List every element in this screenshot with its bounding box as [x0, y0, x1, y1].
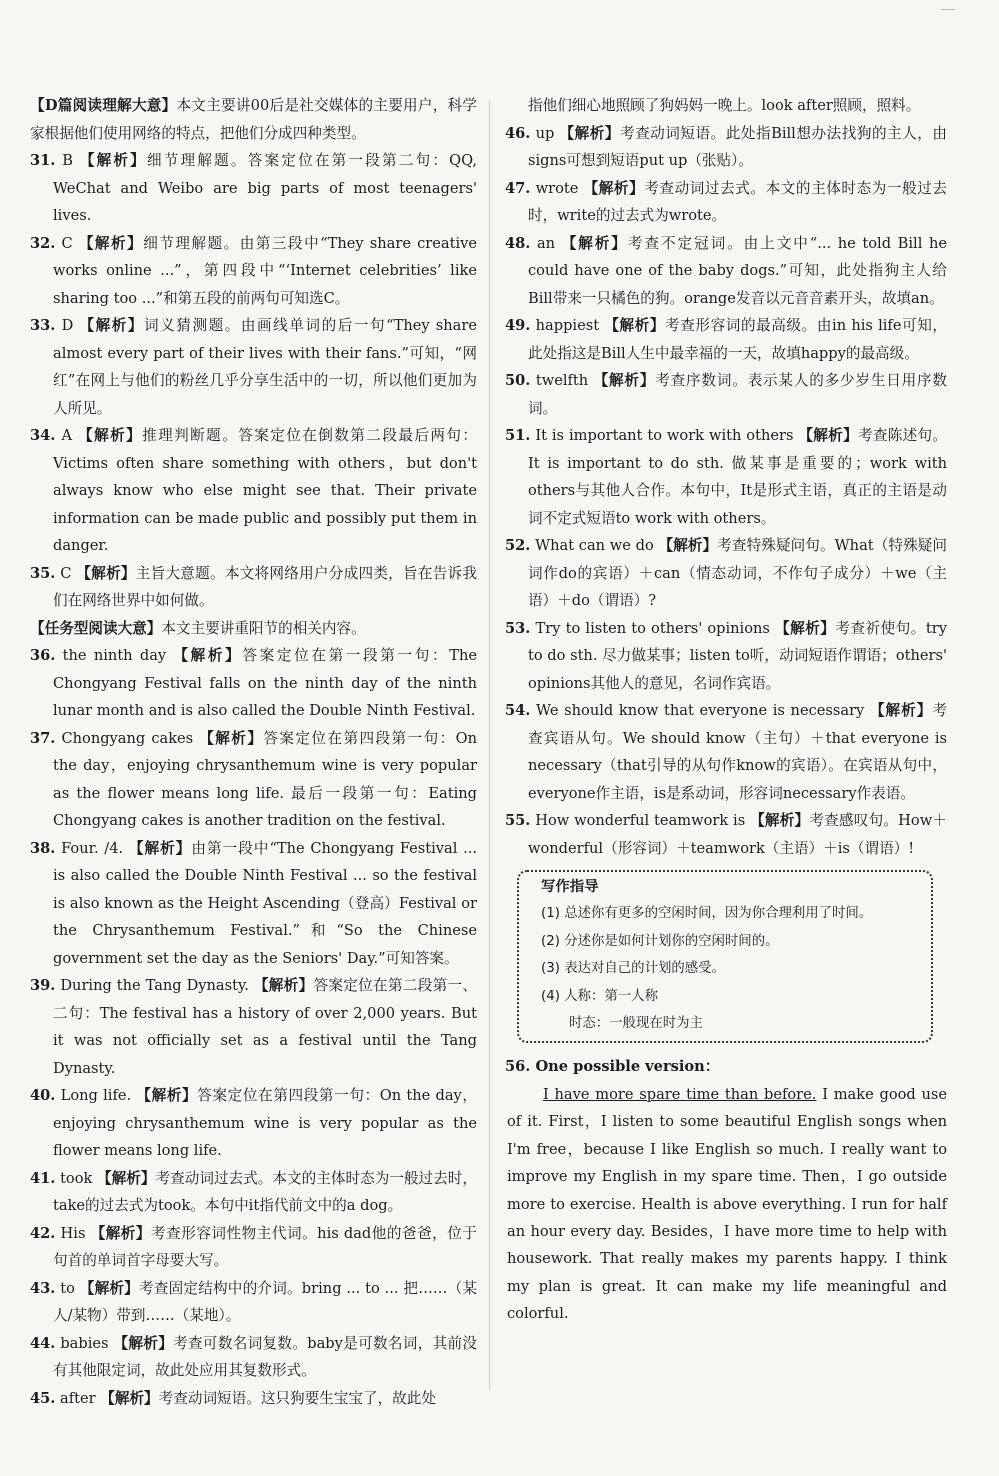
analysis-text: 考查动词过去式。本文的主体时态为一般过去时，write的过去式为wrote。	[528, 179, 947, 224]
analysis-tag: 【解析】	[113, 1334, 174, 1352]
question-number: 40.	[30, 1087, 56, 1104]
analysis-text: 词义猜测题。由画线单词的后一句“They share almost every part of their lives with their fans.”可知，“网红”在网上与他们的粉丝几乎分享生活中的一切，所以他们更加为人所见。	[53, 317, 477, 417]
analysis-text: 考查动词短语。此处指Bill想办法找狗的主人，由signs可想到短语put up（张贴）。	[528, 124, 948, 169]
analysis-text: 考查形容词性物主代词。his dad他的爸爸，位于句首的单词首字母要大写。	[53, 1224, 477, 1269]
answer-item	[505, 312, 947, 367]
answer-list-right	[505, 120, 947, 863]
analysis-tag: 【解析】	[173, 647, 243, 664]
analysis-tag: 【解析】	[583, 179, 645, 197]
answer-item	[30, 560, 477, 615]
answer-item	[30, 1082, 477, 1165]
section-label: 【D篇阅读理解大意】	[30, 97, 177, 114]
question-number: 41.	[30, 1169, 56, 1187]
answer-text: wrote	[535, 179, 579, 197]
analysis-text: 考查动词过去式。本文的主体时态为一般过去时，take的过去式为took。本句中it指代前文中的a dog。	[53, 1169, 477, 1214]
section-text: 本文主要讲00后是社交媒体的主要用户，科学家根据他们使用网络的特点，把他们分成四种类型。	[30, 97, 477, 142]
analysis-tag: 【解析】	[79, 1279, 139, 1297]
answer-text: His	[60, 1224, 86, 1242]
answer-text: It is important to work with others	[535, 427, 794, 444]
analysis-text: 考查动词短语。这只狗要生宝宝了，故此处	[158, 1389, 436, 1407]
answer-text: C	[61, 234, 73, 252]
analysis-text: 考查感叹句。How＋wonderful（形容词）＋teamwork（主语）＋is（谓语）!	[528, 812, 947, 857]
analysis-tag: 【解析】	[199, 729, 264, 747]
question-number: 54.	[505, 702, 531, 719]
answer-item	[30, 1330, 477, 1385]
answer-list-b	[30, 642, 477, 1412]
analysis-tag: 【解析】	[100, 1389, 159, 1407]
analysis-tag: 【解析】	[750, 812, 810, 829]
question-number: 55.	[505, 812, 531, 829]
analysis-text: 答案定位在第一段第一句：The Chongyang Festival falls on the ninth day of the ninth lunar month and is also called the Double Ninth Festival.	[53, 647, 477, 719]
analysis-tag: 【解析】	[128, 839, 192, 857]
answer-item	[505, 175, 947, 230]
section-label: 【任务型阅读大意】	[30, 619, 162, 637]
writing-guide-title: 写作指导	[541, 879, 599, 895]
left-column	[30, 92, 477, 1412]
analysis-tag: 【解析】	[559, 124, 620, 142]
analysis-text: 推理判断题。答案定位在倒数第二段最后两句：Victims often share something with others，but don't always know who else might see that. Their private information can be made public and possibly put them in danger.	[53, 427, 477, 554]
question-number: 36.	[30, 647, 56, 664]
analysis-text: 由第一段中“The Chongyang Festival ... is also called the Double Ninth Festival ... so the festival is also known as the Height Ascending（登高）Festival or the Chrysanthemum Festival.”和“So the Chinese government set the day as the Seniors' Day.”可知答案。	[53, 839, 478, 967]
answer-item	[30, 725, 477, 835]
analysis-text: 考查固定结构中的介词。bring ... to ... 把……（某人/某物）带到……（某地）。	[53, 1279, 478, 1324]
answer-item	[505, 697, 947, 807]
question-number: 50.	[505, 372, 531, 389]
analysis-text: 答案定位在第四段第一句：On the day，enjoying chrysanthemum wine is very popular as the flower means long life.	[53, 1087, 478, 1159]
answer-text: the ninth day	[62, 647, 167, 664]
question-number: 38.	[30, 839, 56, 857]
answer-item	[30, 642, 477, 725]
answer-item	[505, 120, 947, 175]
analysis-text: 答案定位在第二段第一、二句：The festival has a history of over 2,000 years. But it was not officially set as a festival until the Tang Dynasty.	[53, 977, 478, 1077]
answer-item	[30, 1385, 477, 1413]
answer-item	[30, 147, 477, 230]
writing-guide-item: (2) 分述你是如何计划你的空闲时间的。	[541, 933, 779, 949]
answer-text: We should know that everyone is necessary	[536, 702, 865, 719]
answer-text: twelfth	[535, 372, 589, 389]
page-corner-mark	[941, 9, 955, 10]
analysis-tag: 【解析】	[593, 372, 656, 389]
answer-text: up	[535, 124, 555, 142]
answer-item	[505, 230, 947, 313]
question-number: 34.	[30, 427, 56, 444]
question-number: 53.	[505, 619, 531, 637]
question-number: 46.	[505, 124, 531, 142]
analysis-text: 主旨大意题。本文将网络用户分成四类，旨在告诉我们在网络世界中如何做。	[53, 564, 477, 609]
question-number: 44.	[30, 1334, 56, 1352]
analysis-text: 考查特殊疑问句。What（特殊疑问词作do的宾语）＋can（情态动词，不作句子成分）＋we（主语）＋do（谓语）?	[528, 537, 948, 609]
analysis-tag: 【解析】	[79, 152, 147, 169]
section-d-summary	[30, 92, 477, 147]
answer-item	[30, 1220, 477, 1275]
answer-text: after	[60, 1389, 96, 1407]
essay-topic-sentence: I have more spare time than before.	[543, 1086, 817, 1103]
writing-guide-list	[541, 900, 913, 1010]
analysis-text: 考查不定冠词。由上文中“... he told Bill he could have one of the baby dogs.”可知，此处指狗主人给Bill带来一只橘色的狗。orange发音以元音音素开头，故填an。	[528, 234, 947, 307]
answer-text: How wonderful teamwork is	[535, 812, 746, 829]
answer-item	[505, 615, 947, 698]
answer-item	[505, 807, 947, 862]
question-number: 33.	[30, 317, 56, 334]
answer-text: Long life.	[60, 1087, 132, 1104]
question-number: 39.	[30, 977, 56, 994]
right-column	[505, 92, 947, 1328]
model-essay	[505, 1081, 947, 1328]
question-number: 47.	[505, 179, 531, 197]
writing-guide-box	[517, 870, 933, 1043]
answer-text: an	[536, 234, 556, 252]
analysis-text: 考查宾语从句。We should know（主句）＋that everyone is necessary（that引导的从句作know的宾语）。在宾语从句中，everyone作主语，is是系动词，形容词necessary作表语。	[528, 702, 947, 802]
question-number: 45.	[30, 1389, 56, 1407]
analysis-tag: 【解析】	[775, 619, 836, 637]
analysis-tag: 【解析】	[869, 702, 933, 719]
writing-guide-item: (1) 总述你有更多的空闲时间，因为你合理利用了时间。	[541, 906, 873, 921]
answer-text: Chongyang cakes	[61, 729, 194, 747]
answer-list-a	[30, 147, 477, 615]
answer-text: What can we do	[535, 537, 654, 554]
answer-item	[505, 532, 947, 615]
writing-guide-item: (3) 表达对自己的计划的感受。	[541, 961, 725, 976]
question-number: 37.	[30, 729, 56, 747]
continuation-text: 指他们细心地照顾了狗妈妈一晚上。look after照顾，照料。	[528, 97, 921, 114]
answer-text: happiest	[535, 317, 600, 334]
analysis-tag: 【解析】	[604, 317, 666, 334]
answer-item	[30, 972, 477, 1082]
answer-text: During the Tang Dynasty.	[60, 977, 249, 994]
analysis-tag: 【解析】	[136, 1087, 198, 1104]
analysis-tag: 【解析】	[798, 427, 858, 444]
answer-text: Four. /4.	[61, 839, 124, 857]
analysis-text: 考查序数词。表示某人的多少岁生日用序数词。	[528, 372, 948, 417]
answer-item	[30, 1165, 477, 1220]
analysis-tag: 【解析】	[78, 234, 144, 252]
analysis-tag: 【解析】	[90, 1224, 152, 1242]
analysis-tag: 【解析】	[97, 1169, 156, 1187]
analysis-tag: 【解析】	[561, 234, 628, 252]
analysis-text: 细节理解题。答案定位在第一段第二句：QQ, WeChat and Weibo are big parts of most teenagers' lives.	[53, 152, 478, 224]
question-number: 32.	[30, 234, 56, 252]
answer-text: D	[61, 317, 74, 334]
analysis-text: 考查陈述句。It is important to do sth. 做某事是重要的；work with others与其他人合作。本句中，It是形式主语，真正的主语是动词不定式短语to work with others。	[528, 427, 947, 527]
question-number: 43.	[30, 1279, 56, 1297]
answer-text: babies	[60, 1334, 109, 1352]
answer-text: C	[60, 564, 72, 582]
analysis-text: 考查形容词的最高级。由in his life可知，此处指这是Bill人生中最幸福的一天，故填happy的最高级。	[528, 317, 948, 362]
analysis-tag: 【解析】	[79, 317, 145, 334]
essay-body: I make good use of it. First，I listen to some beautiful English songs when I'm free，because I like English so much. I really want to improve my English in my spare time. Then，I go outside more to exercise. Health is above everything. I run for half an hour every day. Besides，I have more time to help with housework. That really makes my parents happy. I think my plan is great. It can make my life meaningful and colorful.	[507, 1086, 948, 1323]
analysis-text: 考查祈使句。try to do sth. 尽力做某事；listen to听，动词短语作谓语；others' opinions其他人的意见，名词作宾语。	[528, 619, 947, 692]
answer-item	[505, 367, 947, 422]
section-text: 本文主要讲重阳节的相关内容。	[161, 619, 366, 637]
answer-text: A	[61, 427, 72, 444]
question-number: 35.	[30, 564, 56, 582]
answer-item	[505, 422, 947, 532]
question-number: 49.	[505, 317, 531, 334]
answer-text: to	[60, 1279, 75, 1297]
analysis-tag: 【解析】	[76, 564, 136, 582]
answer-item	[30, 422, 477, 560]
question-number: 52.	[505, 537, 531, 554]
writing-guide-tense: 时态：一般现在时为主	[569, 1016, 703, 1031]
essay-heading: 56. One possible version：	[505, 1058, 720, 1075]
analysis-text: 答案定位在第四段第一句：On the day，enjoying chrysanthemum wine is very popular as the flower means long life. 最后一段第一句：Eating Chongyang cakes is another tradition on the festival.	[53, 729, 478, 829]
writing-guide-item: (4) 人称：第一人称	[541, 988, 658, 1004]
analysis-tag: 【解析】	[658, 537, 718, 554]
question-number: 31.	[30, 152, 56, 169]
question-number: 48.	[505, 234, 531, 252]
analysis-tag: 【解析】	[78, 427, 143, 444]
column-divider	[489, 100, 490, 1390]
answer-item	[30, 230, 477, 313]
analysis-tag: 【解析】	[253, 977, 314, 994]
answer-item	[30, 1275, 477, 1330]
answer-text: B	[62, 152, 73, 169]
answer-text: took	[60, 1169, 93, 1187]
section-task-summary	[30, 615, 477, 643]
question-number: 42.	[30, 1224, 56, 1242]
analysis-text: 考查可数名词复数。baby是可数名词，其前没有其他限定词，故此处应用其复数形式。	[53, 1334, 477, 1379]
analysis-text: 细节理解题。由第三段中“They share creative works online ...”，第四段中“‘Internet celebrities’ like sharing too ...”和第五段的前两句可知选C。	[53, 234, 478, 307]
answer-item	[30, 312, 477, 422]
answer-item	[30, 835, 477, 973]
question-number: 51.	[505, 427, 531, 444]
answer-text: Try to listen to others' opinions	[535, 619, 770, 637]
